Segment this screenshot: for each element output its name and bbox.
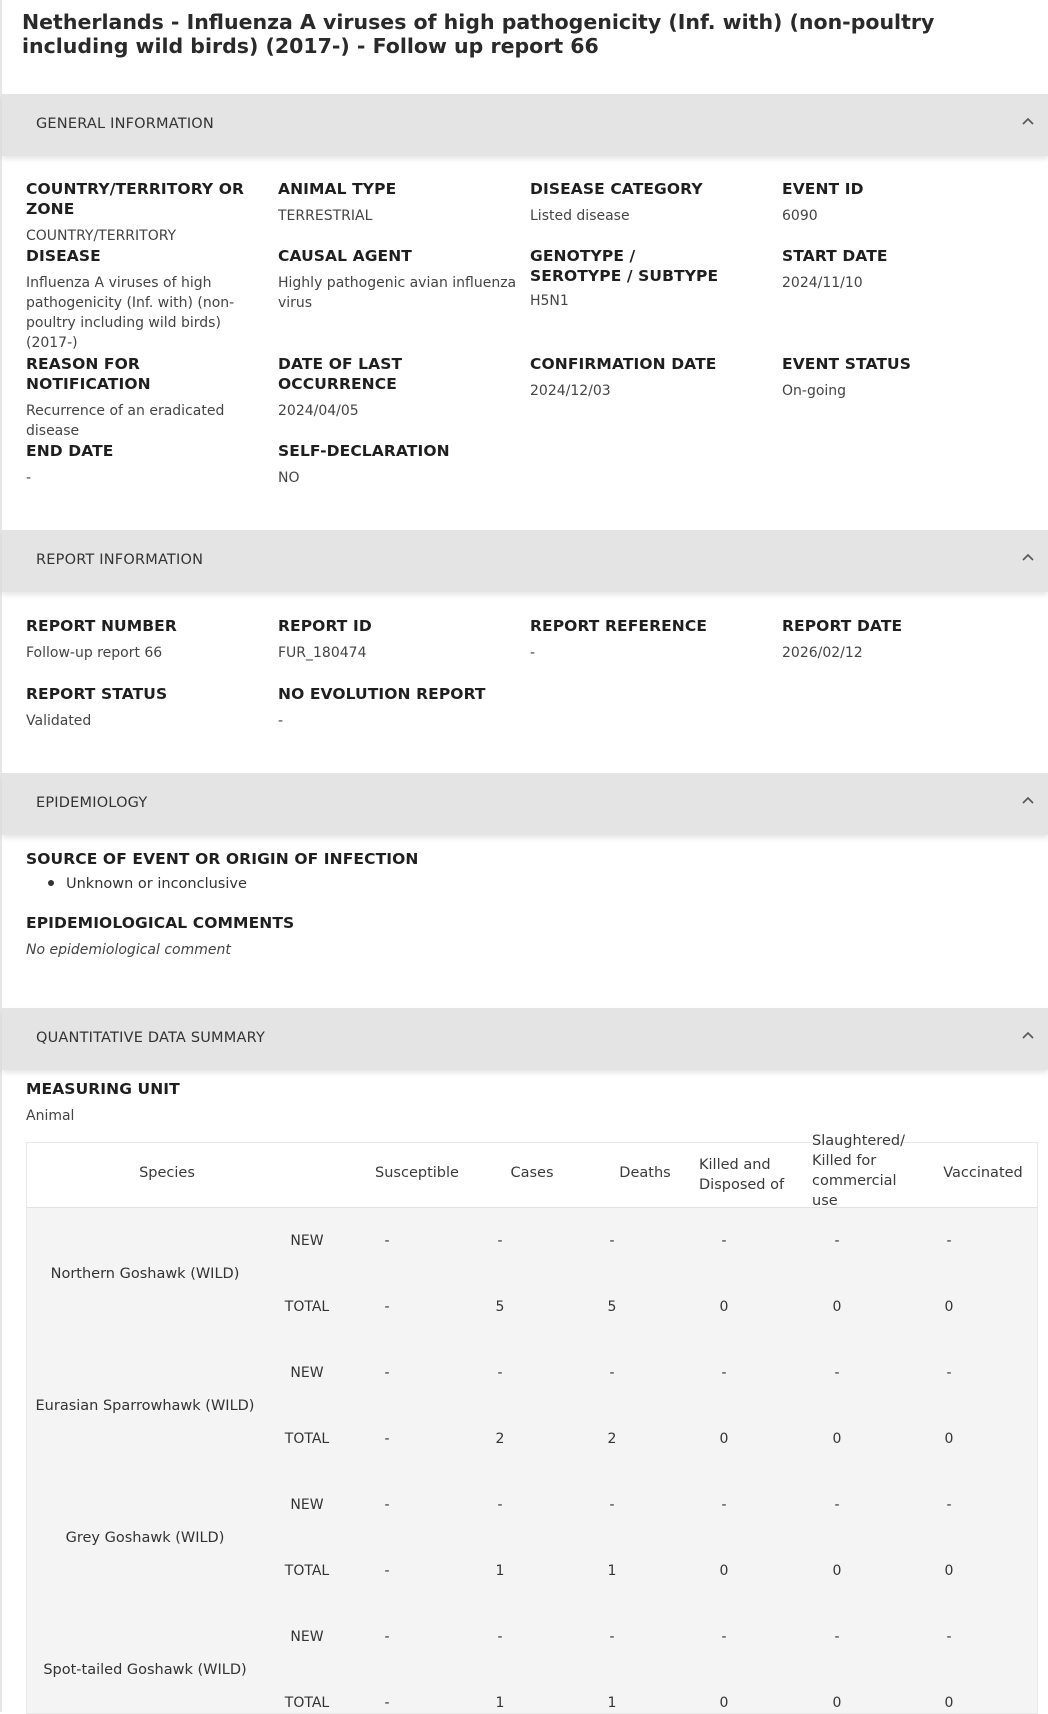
table-cell-slaughtered: -: [834, 1365, 840, 1381]
table-cell-cases: -: [497, 1629, 503, 1645]
field-end-date: [26, 441, 266, 488]
column-header-killed: [699, 1155, 799, 1195]
column-header-cases: Cases: [510, 1165, 554, 1181]
field-epidemiological-comments: [26, 913, 526, 960]
field-value: -: [278, 713, 284, 729]
field-report-date: [782, 616, 1022, 663]
table-cell-slaughtered: 0: [832, 1695, 842, 1711]
field-value: Validated: [26, 713, 92, 729]
source-item-text: Unknown or inconclusive: [66, 876, 247, 892]
field-disease: [26, 246, 271, 353]
field-label: EVENT ID: [782, 180, 864, 198]
section-header-epidemiology[interactable]: [2, 773, 1048, 835]
field-label: COUNTRY/TERRITORY OR ZONE: [26, 180, 245, 218]
table-cell-susceptible: -: [384, 1233, 390, 1249]
field-no-evolution-report: [278, 684, 518, 731]
table-cell-deaths: 1: [607, 1563, 617, 1579]
table-cell-killed: 0: [719, 1431, 729, 1447]
field-report-status: [26, 684, 266, 731]
field-genotype: [530, 246, 730, 311]
header-line: Slaughtered/: [812, 1133, 905, 1149]
chevron-up-icon[interactable]: [1020, 793, 1036, 809]
field-value: TERRESTRIAL: [278, 208, 373, 224]
table-cell-slaughtered: -: [834, 1629, 840, 1645]
species-name: Eurasian Sparrowhawk (WILD): [35, 1398, 255, 1414]
species-name: Grey Goshawk (WILD): [65, 1530, 225, 1546]
table-cell-vaccinated: 0: [944, 1563, 954, 1579]
field-label: CONFIRMATION DATE: [530, 355, 717, 373]
table-cell-vaccinated: -: [946, 1365, 952, 1381]
table-cell-vaccinated: -: [946, 1233, 952, 1249]
table-cell-deaths: 1: [607, 1695, 617, 1711]
table-cell-killed: -: [721, 1497, 727, 1513]
field-value: 6090: [782, 208, 818, 224]
field-value: Highly pathogenic avian influenza virus: [278, 275, 517, 311]
row-type-label: TOTAL: [284, 1695, 330, 1711]
table-cell-susceptible: -: [384, 1431, 390, 1447]
field-label: END DATE: [26, 442, 114, 460]
table-cell-vaccinated: -: [946, 1497, 952, 1513]
field-label: REPORT NUMBER: [26, 617, 177, 635]
field-report-id: [278, 616, 518, 663]
table-cell-susceptible: -: [384, 1563, 390, 1579]
table-cell-killed: 0: [719, 1563, 729, 1579]
field-label: REPORT REFERENCE: [530, 617, 708, 635]
field-label: ANIMAL TYPE: [278, 180, 397, 198]
header-line: Killed for: [812, 1153, 877, 1169]
table-cell-deaths: -: [609, 1497, 615, 1513]
field-label: REASON FOR NOTIFICATION: [26, 355, 151, 393]
chevron-up-icon[interactable]: [1020, 1028, 1036, 1044]
column-header-species: Species: [139, 1165, 195, 1181]
section-title: REPORT INFORMATION: [36, 552, 204, 568]
field-value: On-going: [782, 383, 847, 399]
field-value: Animal: [26, 1108, 75, 1124]
table-cell-vaccinated: 0: [944, 1299, 954, 1315]
field-value: H5N1: [530, 293, 569, 309]
field-label: DISEASE CATEGORY: [530, 180, 703, 198]
field-event-status: [782, 354, 1022, 401]
field-value: -: [26, 470, 32, 486]
page-title: Netherlands - Influenza A viruses of high pathogenicity (Inf. with) (non-poultry including wild birds) (2017-) - Follow up report 66: [22, 10, 935, 58]
field-value: 2026/02/12: [782, 645, 863, 661]
field-label: DISEASE: [26, 247, 101, 265]
table-cell-cases: -: [497, 1233, 503, 1249]
row-type-label: TOTAL: [284, 1563, 330, 1579]
species-name: Spot-tailed Goshawk (WILD): [43, 1662, 247, 1678]
field-value: -: [530, 645, 536, 661]
table-cell-vaccinated: 0: [944, 1431, 954, 1447]
quantitative-data-table: [26, 1133, 1038, 1714]
section-header-quantitative[interactable]: [2, 1008, 1048, 1070]
table-cell-cases: 1: [495, 1563, 505, 1579]
field-label: DATE OF LAST OCCURRENCE: [278, 355, 403, 393]
table-cell-cases: 2: [495, 1431, 505, 1447]
field-value: 2024/12/03: [530, 383, 611, 399]
table-cell-killed: 0: [719, 1695, 729, 1711]
field-value: 2024/04/05: [278, 403, 359, 419]
table-cell-cases: 1: [495, 1695, 505, 1711]
field-label: EVENT STATUS: [782, 355, 911, 373]
table-cell-deaths: 2: [607, 1431, 617, 1447]
field-disease-category: [530, 179, 770, 226]
field-label: REPORT ID: [278, 617, 372, 635]
table-cell-killed: 0: [719, 1299, 729, 1315]
table-cell-deaths: -: [609, 1629, 615, 1645]
section-title: QUANTITATIVE DATA SUMMARY: [36, 1030, 265, 1046]
field-reason: [26, 354, 256, 441]
header-line: use: [812, 1193, 838, 1209]
field-value: Recurrence of an eradicated disease: [26, 403, 225, 439]
row-type-label: TOTAL: [284, 1431, 330, 1447]
field-label: CAUSAL AGENT: [278, 247, 412, 265]
table-cell-vaccinated: 0: [944, 1695, 954, 1711]
field-value: COUNTRY/TERRITORY: [26, 228, 177, 244]
field-value: Listed disease: [530, 208, 630, 224]
table-cell-slaughtered: -: [834, 1233, 840, 1249]
field-value: NO: [278, 470, 300, 486]
field-self-declaration: [278, 441, 518, 488]
table-cell-deaths: -: [609, 1365, 615, 1381]
table-cell-susceptible: -: [384, 1629, 390, 1645]
section-title: GENERAL INFORMATION: [36, 116, 214, 132]
row-type-label: NEW: [290, 1233, 324, 1249]
column-header-vaccinated: Vaccinated: [943, 1165, 1023, 1181]
column-header-slaughtered: [812, 1131, 922, 1211]
species-name: Northern Goshawk (WILD): [50, 1266, 240, 1282]
table-cell-susceptible: -: [384, 1497, 390, 1513]
field-report-number: [26, 616, 266, 663]
row-type-label: NEW: [290, 1365, 324, 1381]
field-report-reference: [530, 616, 770, 663]
page-left-border: [0, 0, 2, 1712]
table-cell-slaughtered: -: [834, 1497, 840, 1513]
bullet-dot: [48, 880, 54, 886]
field-value: Influenza A viruses of high pathogenicity (Inf. with) (non-poultry including wild birds) (2017-): [26, 275, 235, 351]
field-value: FUR_180474: [278, 645, 367, 661]
field-value: Follow-up report 66: [26, 645, 163, 661]
chevron-up-icon[interactable]: [1020, 114, 1036, 130]
field-label: MEASURING UNIT: [26, 1080, 180, 1098]
field-measuring-unit: [26, 1079, 326, 1126]
table-cell-cases: 5: [495, 1299, 505, 1315]
table-cell-vaccinated: -: [946, 1629, 952, 1645]
table-cell-susceptible: -: [384, 1365, 390, 1381]
field-label: NO EVOLUTION REPORT: [278, 685, 486, 703]
table-cell-deaths: -: [609, 1233, 615, 1249]
table-cell-killed: -: [721, 1629, 727, 1645]
table-cell-deaths: 5: [607, 1299, 617, 1315]
field-start-date: [782, 246, 1022, 293]
table-cell-killed: -: [721, 1233, 727, 1249]
field-country: [26, 179, 271, 246]
field-label: START DATE: [782, 247, 888, 265]
header-line: Disposed of: [699, 1177, 785, 1193]
table-cell-killed: -: [721, 1365, 727, 1381]
column-header-deaths: Deaths: [619, 1165, 671, 1181]
field-label: REPORT DATE: [782, 617, 903, 635]
table-cell-slaughtered: 0: [832, 1563, 842, 1579]
field-label: REPORT STATUS: [26, 685, 168, 703]
section-header-report[interactable]: [2, 530, 1048, 592]
section-title: EPIDEMIOLOGY: [36, 795, 148, 811]
field-causal-agent: [278, 246, 523, 313]
field-label: SELF-DECLARATION: [278, 442, 450, 460]
source-list-item: [48, 876, 247, 892]
header-line: Killed and: [699, 1157, 771, 1173]
chevron-up-icon[interactable]: [1020, 550, 1036, 566]
field-label: GENOTYPE / SEROTYPE / SUBTYPE: [530, 247, 719, 285]
table-cell-slaughtered: 0: [832, 1431, 842, 1447]
field-label: SOURCE OF EVENT OR ORIGIN OF INFECTION: [26, 850, 419, 868]
field-value: No epidemiological comment: [26, 942, 231, 958]
field-source-of-event: [26, 849, 526, 869]
field-animal-type: [278, 179, 518, 226]
column-header-susceptible: Susceptible: [375, 1165, 459, 1181]
field-event-id: [782, 179, 1022, 226]
table-cell-cases: -: [497, 1497, 503, 1513]
table-cell-susceptible: -: [384, 1299, 390, 1315]
field-last-occurrence: [278, 354, 523, 421]
field-value: 2024/11/10: [782, 275, 863, 291]
row-type-label: TOTAL: [284, 1299, 330, 1315]
table-header: [27, 1133, 1037, 1209]
table-cell-cases: -: [497, 1365, 503, 1381]
row-type-label: NEW: [290, 1497, 324, 1513]
table-cell-susceptible: -: [384, 1695, 390, 1711]
field-label: EPIDEMIOLOGICAL COMMENTS: [26, 914, 295, 932]
row-type-label: NEW: [290, 1629, 324, 1645]
field-confirmation-date: [530, 354, 770, 401]
table-cell-slaughtered: 0: [832, 1299, 842, 1315]
section-header-general[interactable]: [2, 94, 1048, 156]
header-line: commercial: [812, 1173, 897, 1189]
